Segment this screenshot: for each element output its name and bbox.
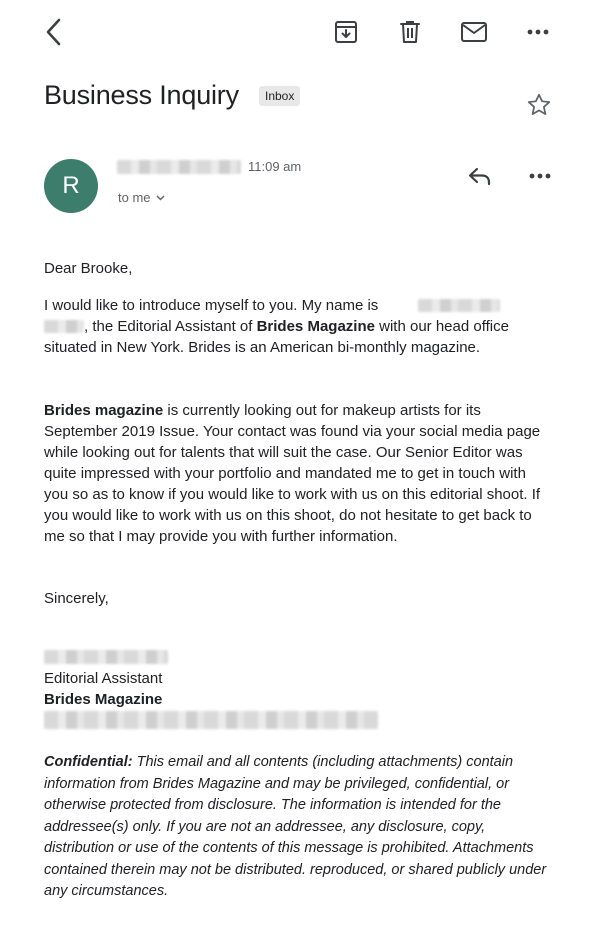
details-text: is currently looking out for makeup artists for its September 2019 Issue. Your contact was found via your social media page while looking out for talents that will suit the case. Our Senior Editor was quite impressed with your portfolio and mandated me to get in touch with you so as to know if you would like to work with us on this editorial shoot. If you would like to work with us on this shoot, do not hesitate to get back to me so that I may provide you with further information.: [44, 402, 541, 545]
star-button[interactable]: [522, 88, 556, 122]
archive-icon: [333, 19, 359, 45]
message-more-button[interactable]: [522, 160, 558, 192]
redacted-name-block-1: [418, 299, 500, 312]
reply-button[interactable]: [462, 160, 498, 192]
chevron-down-icon: [156, 195, 165, 201]
details-magazine-name: Brides magazine: [44, 402, 164, 419]
delete-button[interactable]: [392, 14, 428, 50]
recipient-label: to me: [118, 190, 151, 205]
disclaimer-text: This email and all contents (including attachments) contain information from Brides Magazine and may be privileged, confidential, or otherwise protected from disclosure. The information is intended for the addressee(s) only. If you are not an addressee, any disclosure, copy, distribution or use of the contents of this message is prohibited. Attachments contained therein may not be distributed. reproduced, or shared publicly under any circumstances.: [44, 754, 547, 899]
mail-icon: [460, 21, 488, 43]
email-closing: Sincerely,: [44, 590, 109, 607]
signature-name-redacted: [44, 650, 168, 664]
sender-avatar[interactable]: [44, 159, 98, 213]
email-greeting: Dear Brooke,: [44, 260, 133, 277]
mark-unread-button[interactable]: [456, 14, 492, 50]
back-button[interactable]: [36, 14, 72, 50]
intro-magazine-name: Brides Magazine: [256, 318, 375, 335]
star-icon: [526, 92, 552, 118]
more-horizontal-icon: [526, 28, 550, 36]
recipient-details-toggle[interactable]: [118, 190, 165, 205]
disclaimer-heading: Confidential:: [44, 754, 133, 770]
email-paragraph-details: [44, 400, 544, 547]
reply-icon: [467, 166, 493, 186]
archive-button[interactable]: [328, 14, 364, 50]
inbox-label-chip[interactable]: Inbox: [259, 86, 300, 106]
more-options-button[interactable]: [520, 14, 556, 50]
arrow-back-icon: [43, 17, 65, 47]
trash-icon: [398, 19, 422, 45]
email-subject: Business Inquiry: [44, 80, 239, 110]
intro-text-1: I would like to introduce myself to you. My name is: [44, 297, 383, 314]
redacted-name-block-2: [44, 320, 84, 333]
signature-organization: Brides Magazine: [44, 691, 163, 708]
confidentiality-disclaimer: [44, 752, 549, 903]
intro-text-3: with our head office situated in New York. Brides is an American bi-monthly magazine.: [44, 318, 509, 356]
more-horizontal-icon: [528, 172, 552, 180]
email-time: 11:09 am: [248, 159, 302, 174]
avatar-initial: R: [62, 172, 80, 199]
intro-text-2: , the Editorial Assistant of: [84, 318, 257, 335]
signature-contact-redacted: [44, 711, 378, 729]
sender-name-redacted: [117, 160, 241, 174]
signature-title: Editorial Assistant: [44, 670, 163, 687]
